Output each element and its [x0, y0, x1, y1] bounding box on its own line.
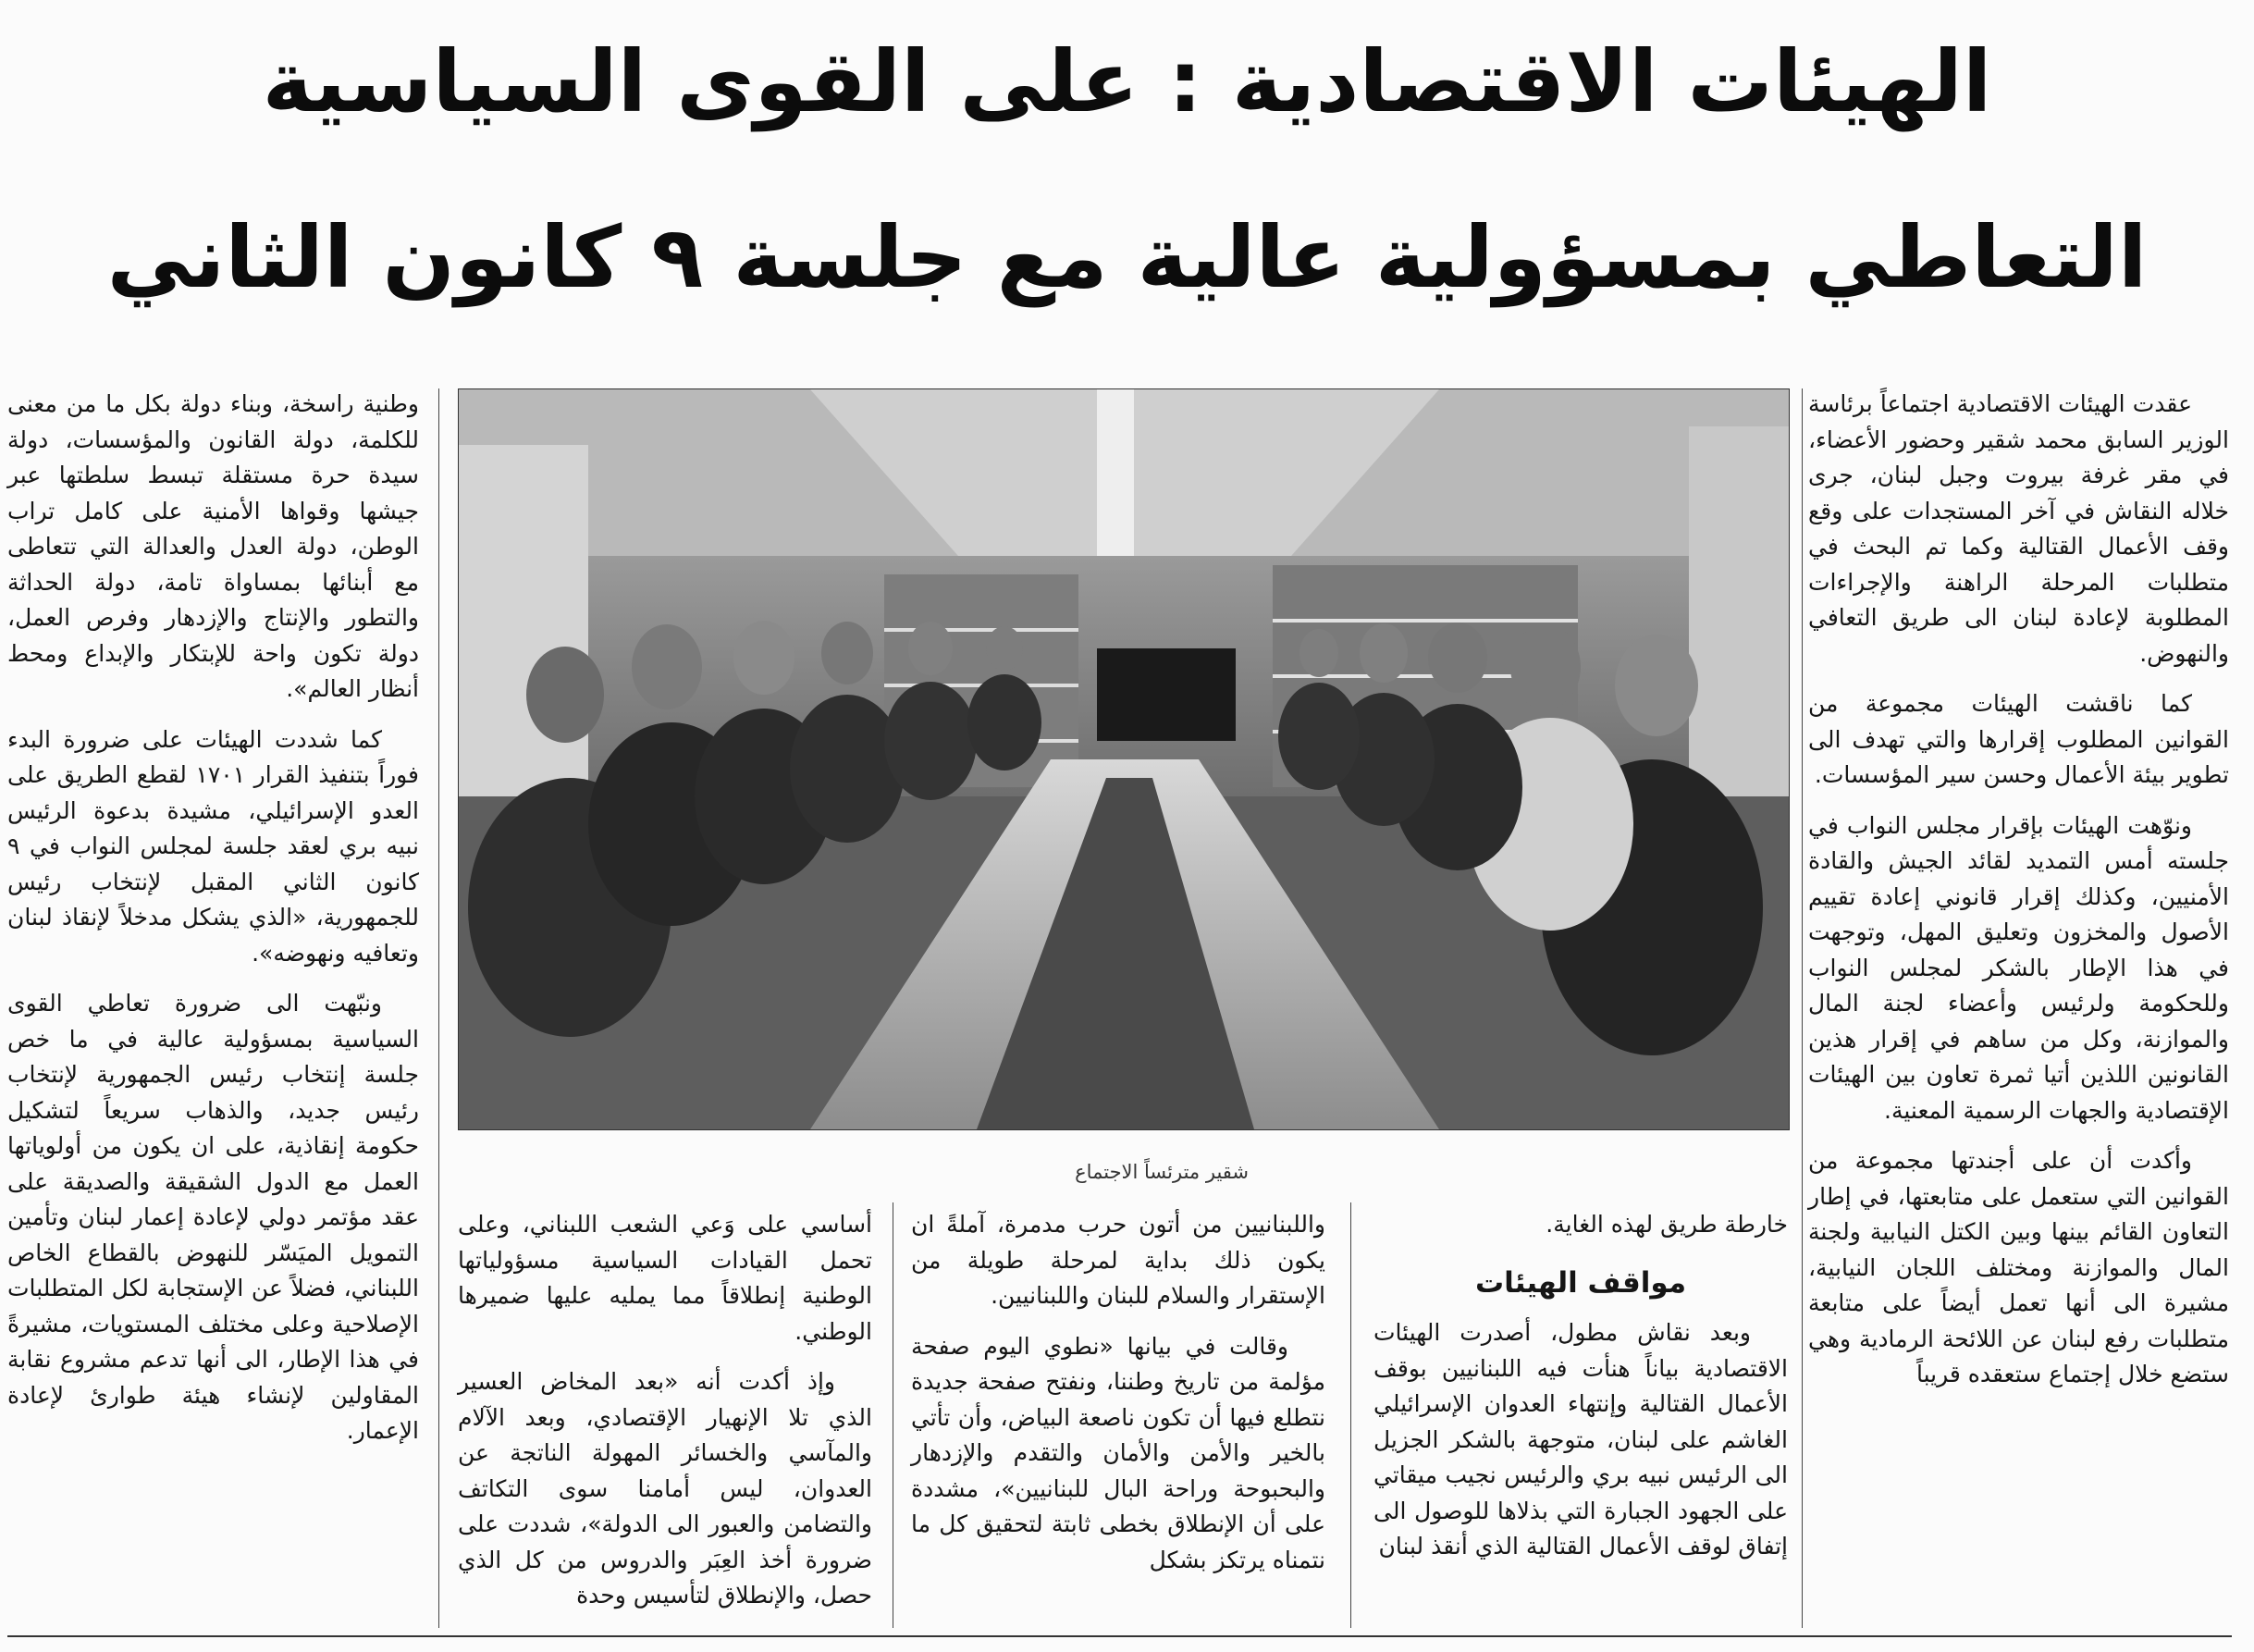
meeting-photo-illustration [459, 389, 1789, 1129]
article-column-3 [911, 1207, 1325, 1578]
paragraph: كما شددت الهيئات على ضرورة البدء فوراً بتنفيذ القرار ١٧٠١ لقطع الطريق على العدو الإسرائيلي، مشيدة بدعوة الرئيس نبيه بري لعقد جلسة لمجلس النواب في ٩ كانون الثاني المقبل لإنتخاب رئيس للجمهورية، «الذي يشكل مدخلاً لإنقاذ لبنان وتعافيه ونهوضه». [7, 725, 420, 967]
paragraph: وبعد نقاش مطول، أصدرت الهيئات الاقتصادية بياناً هنأت فيه اللبنانيين بوقف الأعمال القتالية وإنتهاء العدوان الإسرائيلي الغاشم على لبنان، متوجهة بالشكر الجزيل الى الرئيس نبيه بري والرئيس نجيب ميقاتي على الجهود الجبارة التي بذلاها للوصول الى إتفاق لوقف الأعمال القتالية الذي أنقذ لبنان [1373, 1319, 1788, 1560]
paragraph: وأكدت أن على أجندتها مجموعة من القوانين التي ستعمل على متابعتها، في إطار التعاون القائم بينها وبين الكتل النيابية ولجنة المال والموازنة ومختلف اللجان النيابية، مشيرة الى أنها تعمل أيضاً على متابعة متطلبات رفع لبنان عن اللائحة الرمادية وهي ستضع خلال إجتماع ستعقده قريباً [1808, 1147, 2229, 1387]
bottom-rule [7, 1635, 2232, 1637]
paragraph: واللبنانيين من أتون حرب مدمرة، آملةً ان يكون ذلك بداية لمرحلة طويلة من الإستقرار والسلام للبنان واللبنانيين. [911, 1211, 1325, 1309]
photo-caption: شقير مترئساً الاجتماع [1075, 1161, 1249, 1183]
paragraph: وطنية راسخة، وبناء دولة بكل ما من معنى للكلمة، دولة القانون والمؤسسات، دولة سيدة حرة مستقلة تبسط سلطتها عبر جيشها وقواها الأمنية على كامل تراب الوطن، دولة العدل والعدالة التي تتعاطى مع أبنائها بمساواة تامة، دولة الحداثة والتطور والإنتاج والإزدهار وفرص العمل، دولة تكون واحة للإبتكار والإبداع ومحط أنظار العالم». [7, 390, 419, 702]
column-divider [438, 388, 439, 1628]
column-divider [1802, 388, 1803, 1628]
article-column-4 [1373, 1207, 1788, 1565]
paragraph: عقدت الهيئات الاقتصادية اجتماعاً برئاسة الوزير السابق محمد شقير وحضور الأعضاء، في مقر غرفة بيروت وجبل لبنان، جرى خلاله النقاش في آخر المستجدات على وقع وقف الأعمال القتالية وكما تم البحث في متطلبات المرحلة الراهنة والإجراءات المطلوبة لإعادة لبنان الى طريق التعافي والنهوض. [1808, 390, 2229, 667]
paragraph: وقالت في بيانها «نطوي اليوم صفحة مؤلمة من تاريخ وطننا، ونفتح صفحة جديدة نتطلع فيها أن تكون ناصعة البياض، وأن تأتي بالخير والأمن والأمان والتقدم والإزدهار والبحبوحة وراحة البال للبنانيين»، مشددة على أن الإنطلاق بخطى ثابتة لتحقيق كل ما نتمناه يرتكز بشكل [911, 1332, 1325, 1573]
section-subhead: مواقف الهيئات [1474, 1265, 1687, 1300]
paragraph: كما ناقشت الهيئات مجموعة من القوانين المطلوب إقرارها والتي تهدف الى تطوير بيئة الأعمال وحسن سير المؤسسات. [1808, 690, 2229, 788]
paragraph: خارطة طريق لهذه الغاية. [1546, 1211, 1788, 1238]
headline-line-1: الهيئات الاقتصادية : على القوى السياسية [262, 32, 1992, 131]
article-column-right [1808, 387, 2229, 1393]
paragraph: ونبّهت الى ضرورة تعاطي القوى السياسية بمسؤولية عالية في ما خص جلسة إنتخاب رئيس الجمهورية لإنتخاب رئيس جديد، والذهاب سريعاً لتشكيل حكومة إنقاذية، على ان يكون من أولوياتها العمل مع الدول الشقيقة والصديقة على عقد مؤتمر دولي لإعادة إعمار لبنان وتأمين التمويل الميَسّر للنهوض بالقطاع الخاص اللبناني، فضلاً عن الإستجابة لكل المتطلبات الإصلاحية وعلى مختلف المستويات، مشيرةً في هذا الإطار، الى أنها تدعم مشروع نقابة المقاولين لإنشاء هيئة طوارئ لإعادة الإعمار. [7, 990, 419, 1444]
article-column-2 [458, 1207, 872, 1614]
article-column-left [7, 387, 419, 1449]
paragraph: وإذ أكدت أنه «بعد المخاض العسير الذي تلا الإنهيار الإقتصادي، وبعد الآلام والمآسي والخسائر المهولة الناتجة عن العدوان، ليس أمامنا سوى التكاتف والتضامن والعبور الى الدولة»، شددت على ضرورة أخذ العِبَر والدروس من كل الذي حصل، والإنطلاق لتأسيس وحدة [458, 1368, 872, 1609]
paragraph: أساسي على وَعي الشعب اللبناني، وعلى تحمل القيادات السياسية مسؤولياتها الوطنية إنطلاقاً مما يمليه عليها ضميرها الوطني. [458, 1211, 872, 1345]
paragraph: ونوّهت الهيئات بإقرار مجلس النواب في جلسته أمس التمديد لقائد الجيش والقادة الأمنيين، وكذلك إقرار قانوني إعادة تقييم الأصول والمخزون وتعليق المهل، وتوجهت في هذا الإطار بالشكر لمجلس النواب وللحكومة ولرئيس وأعضاء لجنة المال والموازنة، وكل من ساهم في إقرار هذين القانونين اللذين أتيا ثمرة تعاون بين الهيئات الإقتصادية والجهات الرسمية المعنية. [1808, 811, 2229, 1124]
column-divider [1350, 1202, 1351, 1628]
meeting-photo [458, 388, 1790, 1130]
headline-line-2: التعاطي بمسؤولية عالية مع جلسة ٩ كانون الثاني [106, 208, 2148, 307]
